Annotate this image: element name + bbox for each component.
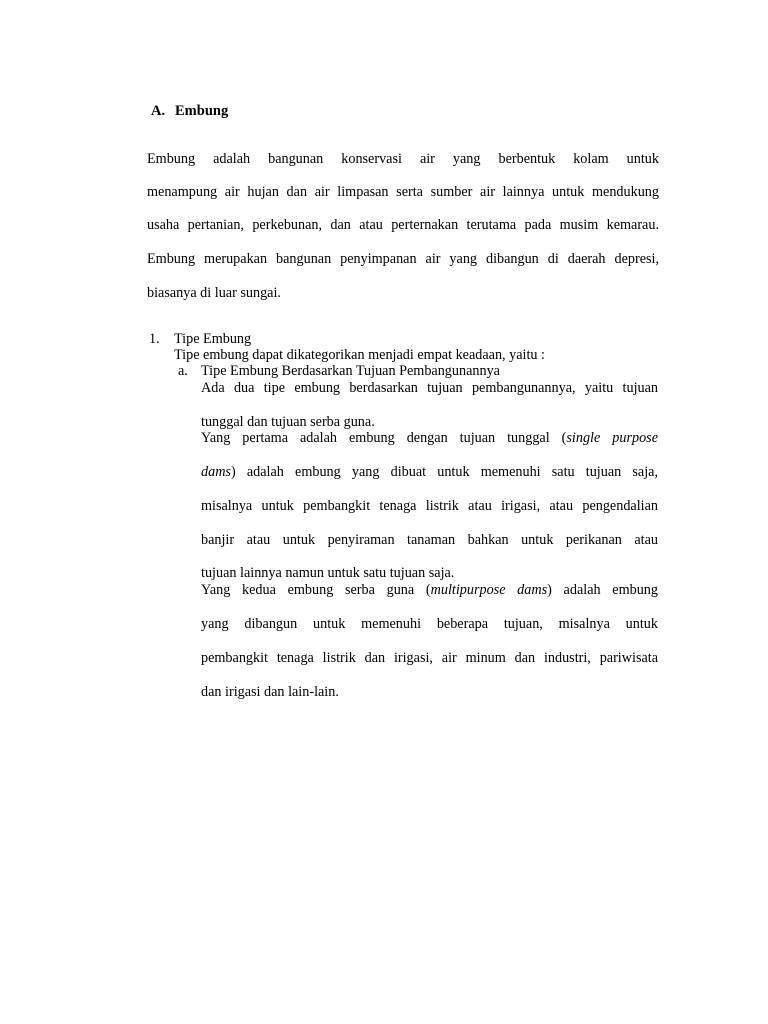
italic-term: dams [201,464,231,480]
para-line: tunggal dan tujuan serba guna. [201,414,375,430]
intro-line: menampung air hujan dan air limpasan serta sumber air lainnya untuk mendukung [147,184,659,200]
para-text: ) adalah embung yang dibuat untuk memenuhi satu tujuan saja, [230,464,658,480]
para-line: dan irigasi dan lain-lain. [201,684,339,700]
italic-term: single purpose [566,430,659,446]
intro-line: Embung merupakan bangunan penyimpanan air yang dibangun di daerah depresi, [147,251,659,267]
list-marker-1: 1. [149,331,160,347]
para-line [201,429,658,447]
para-line: misalnya untuk pembangkit tenaga listrik atau irigasi, atau pengendalian [201,498,658,514]
section-heading [151,103,228,120]
list-marker-a: a. [178,363,188,379]
para-line [201,463,658,481]
para-line: banjir atau untuk penyiraman tanaman bahkan untuk perikanan atau [201,532,658,548]
italic-term: multipurpose dams [430,582,548,598]
sublist-title: Tipe Embung Berdasarkan Tujuan Pembangunannya [201,363,500,379]
list-lead: Tipe embung dapat dikategorikan menjadi empat keadaan, yaitu : [174,347,546,363]
section-title: Embung [175,103,229,119]
para-line: pembangkit tenaga listrik dan irigasi, air minum dan industri, pariwisata [201,650,658,666]
para-line: yang dibangun untuk memenuhi beberapa tujuan, misalnya untuk [201,616,658,632]
para-text: Yang kedua embung serba guna ( [201,582,431,598]
para-text: Yang pertama adalah embung dengan tujuan tunggal ( [201,430,567,446]
para-line: tujuan lainnya namun untuk satu tujuan saja. [201,565,455,581]
intro-line: biasanya di luar sungai. [147,285,281,301]
para-text: ) adalah embung [547,582,658,598]
para-line [201,581,658,599]
intro-line: Embung adalah bangunan konservasi air yang berbentuk kolam untuk [147,151,659,167]
intro-line: usaha pertanian, perkebunan, dan atau perternakan terutama pada musim kemarau. [147,217,659,233]
list-title: Tipe Embung [174,331,252,347]
section-marker: A. [151,103,166,119]
para-line: Ada dua tipe embung berdasarkan tujuan pembangunannya, yaitu tujuan [201,380,658,396]
